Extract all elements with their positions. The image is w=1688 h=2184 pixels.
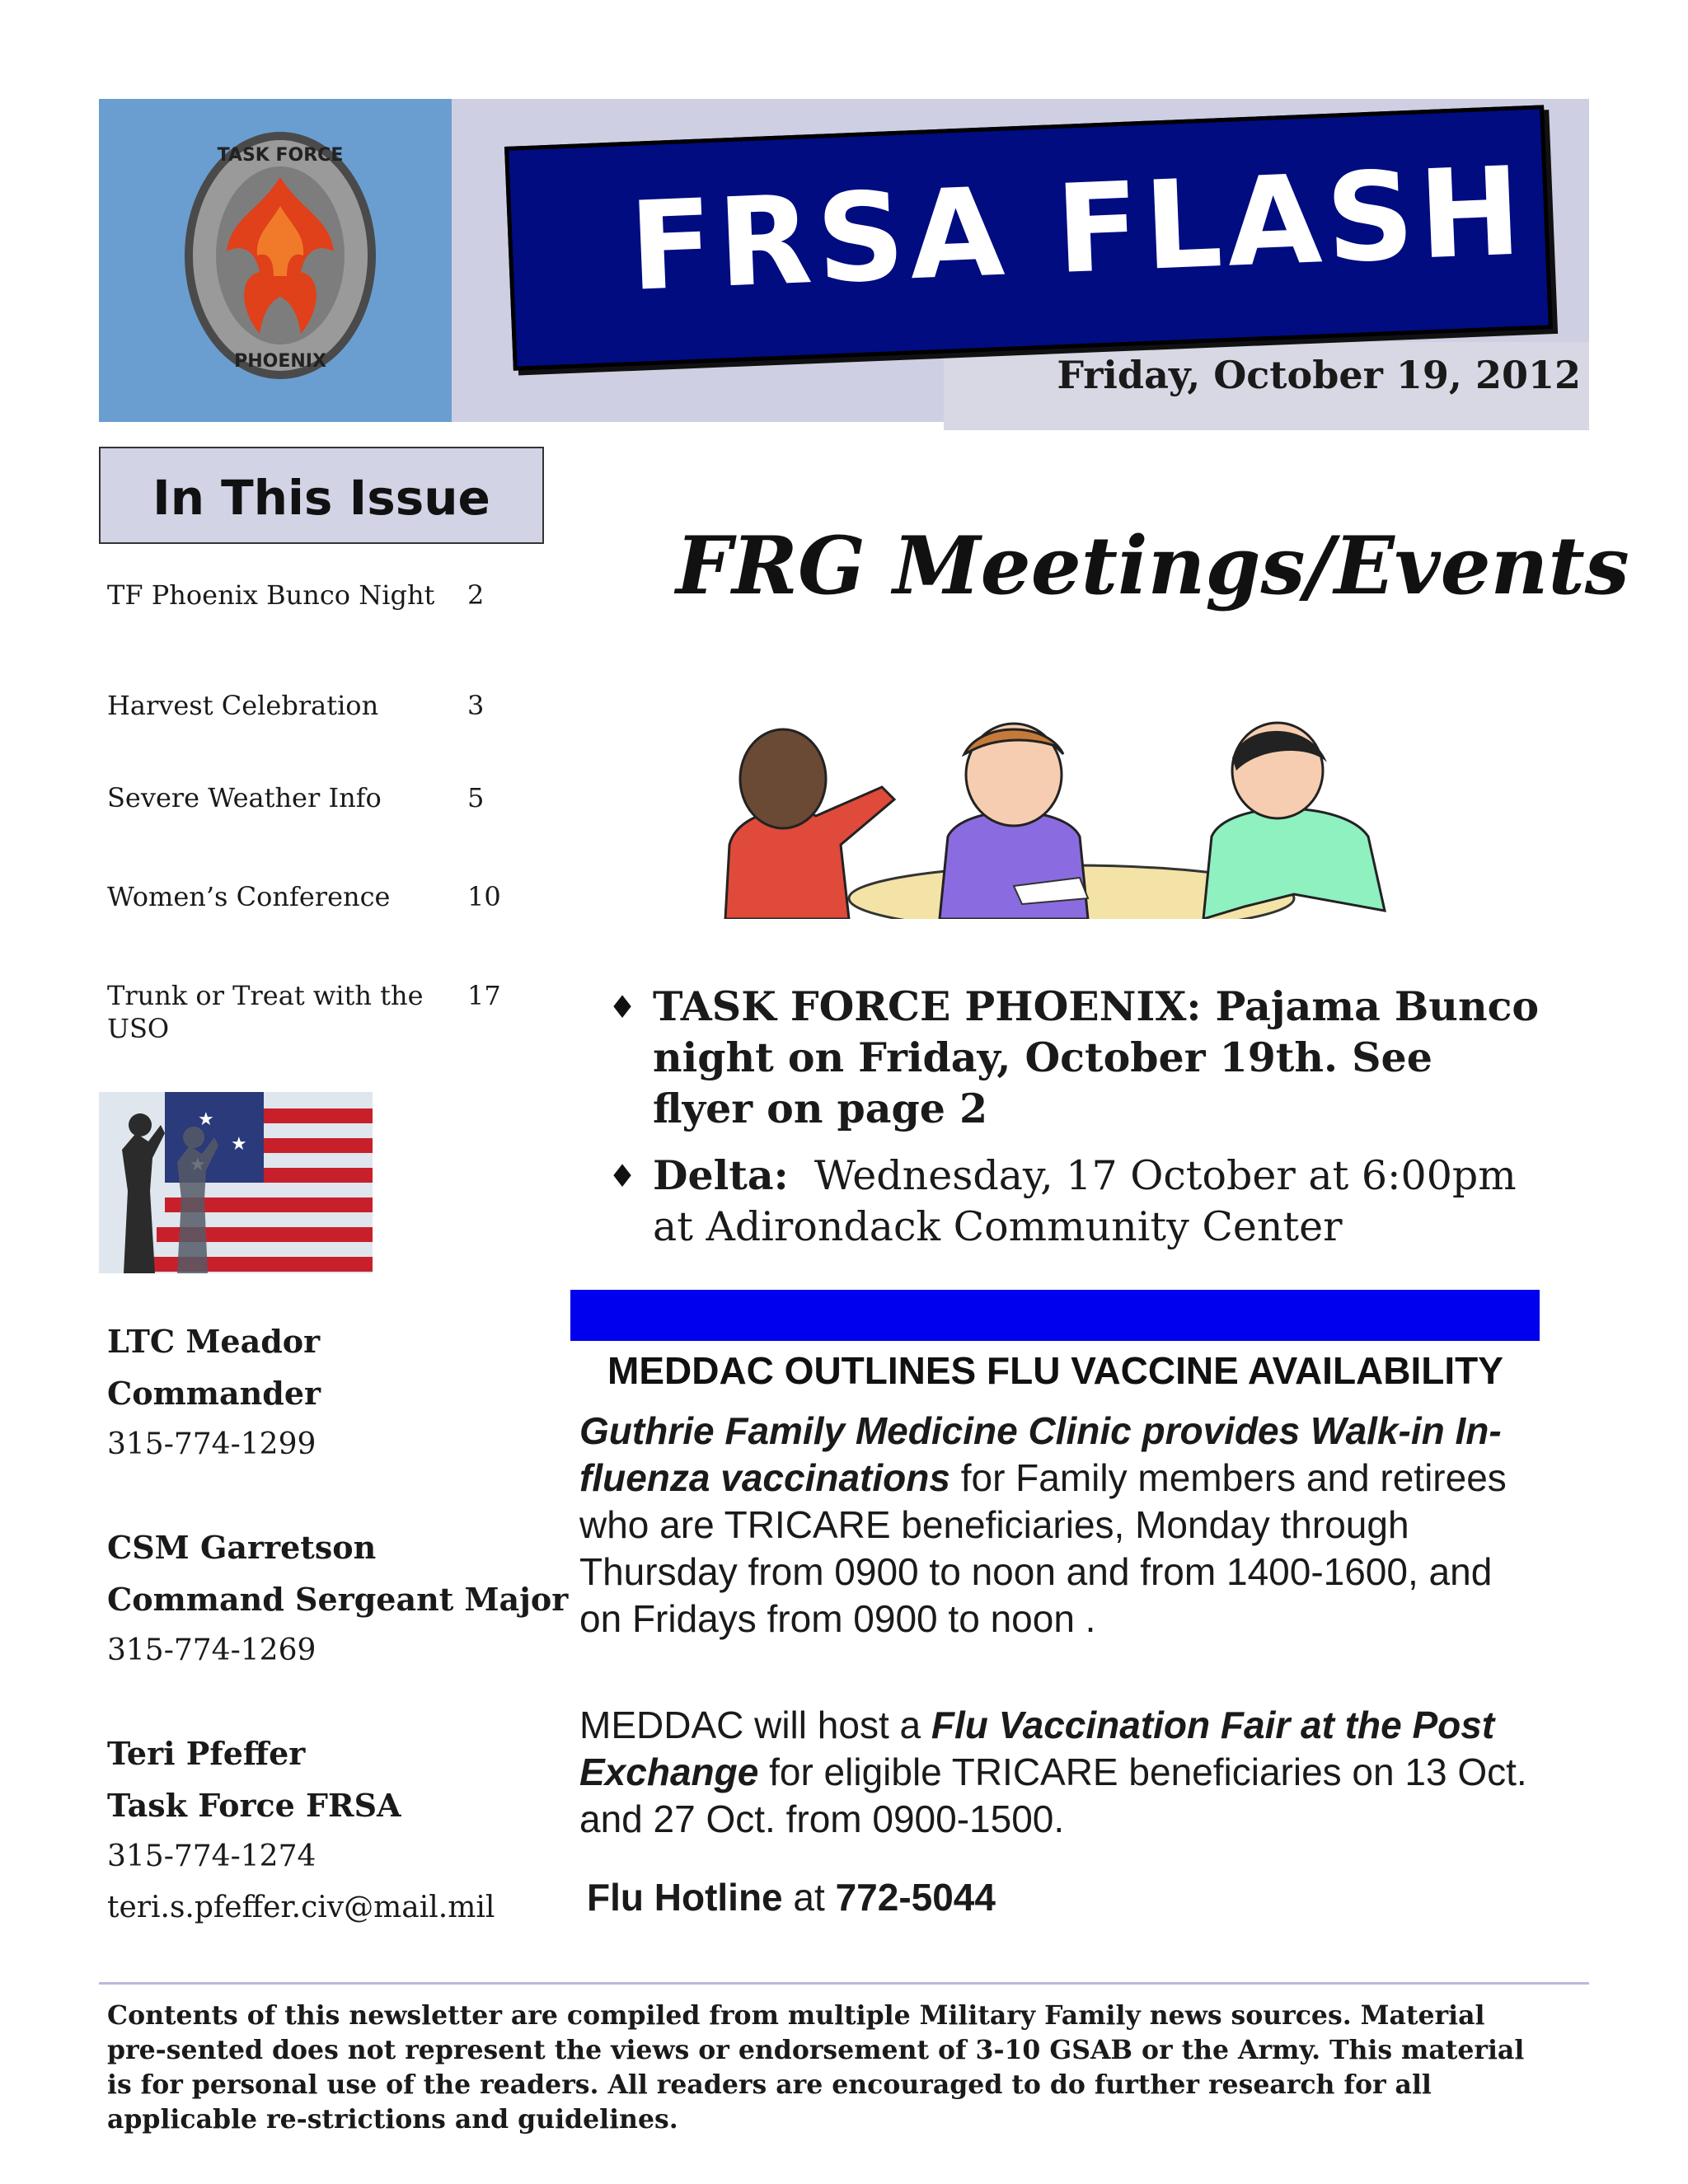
toc-item-title[interactable]: Harvest Celebration — [107, 690, 379, 721]
clinic-details: for Family members and retirees who are TRICARE beneficiaries, Monday through Thursday from 0900 to noon and from 1400-1600, and on Fridays from 0900 to noon . — [579, 1456, 1507, 1640]
toc-item-title[interactable]: Severe Weather Info — [107, 782, 382, 813]
section-divider-bar — [570, 1290, 1540, 1341]
newsletter-title: FRSA FLASH — [626, 140, 1529, 318]
toc-item-title[interactable]: TF Phoenix Bunco Night — [107, 579, 435, 611]
in-this-issue-heading: In This Issue — [152, 470, 490, 526]
toc-item-page: 2 — [467, 579, 485, 611]
toc-item-page: 5 — [467, 782, 485, 813]
contact-role: Task Force FRSA — [107, 1787, 401, 1824]
flu-headline: MEDDAC OUTLINES FLU VACCINE AVAILABILITY — [607, 1349, 1503, 1392]
contact-email-link[interactable]: teri.s.pfeffer.civ@mail.mil — [107, 1891, 495, 1924]
fair-emphasis: Flu Vaccination Fair at the Post Exchange — [579, 1704, 1495, 1793]
event-bullet-task-force: TASK FORCE PHOENIX: Pajama Bunco night on Friday, October 19th. See flyer on page 2 — [653, 982, 1540, 1132]
flu-paragraph-1 — [579, 1408, 1536, 1643]
toc-item-page: 3 — [467, 690, 485, 721]
contact-phone: 315-774-1274 — [107, 1840, 316, 1873]
contact-role: Command Sergeant Major — [107, 1581, 569, 1618]
fair-intro: MEDDAC will host a — [579, 1704, 931, 1746]
task-force-phoenix-emblem — [181, 128, 379, 383]
toc-item-title[interactable]: Women’s Conference — [107, 881, 391, 912]
meeting-clipart — [717, 721, 1426, 919]
toc-item-page: 17 — [467, 980, 501, 1011]
delta-label: Delta: — [653, 1151, 789, 1199]
contact-name: CSM Garretson — [107, 1529, 377, 1566]
svg-text:★: ★ — [231, 1134, 247, 1155]
in-this-issue-box — [99, 447, 544, 544]
contact-name: LTC Meador — [107, 1323, 321, 1360]
fair-details: for eligible TRICARE beneficiaries on 13 Oct. and 27 Oct. from 0900-1500. — [579, 1750, 1527, 1840]
hotline-number: 772-5044 — [835, 1876, 996, 1919]
diamond-bullet-icon: ♦ — [608, 989, 637, 1025]
flag-salute-image — [99, 1092, 373, 1273]
hotline-label: Flu Hotline — [587, 1876, 783, 1919]
issue-date: Friday, October 19, 2012 — [1057, 353, 1581, 397]
toc-item-title[interactable]: Trunk or Treat with the USO — [107, 980, 424, 1044]
diamond-bullet-icon: ♦ — [608, 1158, 637, 1194]
section-title: FRG Meetings/Events — [676, 519, 1629, 612]
flu-hotline — [587, 1875, 996, 1919]
event-bullet-delta — [653, 1150, 1543, 1253]
flu-paragraph-2 — [579, 1702, 1536, 1843]
svg-text:★: ★ — [198, 1109, 214, 1130]
emblem-text-top: TASK FORCE — [217, 145, 344, 166]
clinic-emphasis: Guthrie Family Medicine Clinic provides Walk-in In-fluenza vaccinations — [579, 1409, 1502, 1499]
toc-item-page: 10 — [467, 881, 501, 912]
contact-phone: 315-774-1269 — [107, 1633, 316, 1667]
contact-name: Teri Pfeffer — [107, 1735, 306, 1772]
contact-phone: 315-774-1299 — [107, 1427, 316, 1461]
footer-divider — [99, 1982, 1589, 1985]
contact-role: Commander — [107, 1375, 321, 1412]
delta-text: Wednesday, 17 October at 6:00pm at Adirondack Community Center — [653, 1152, 1517, 1250]
hotline-at: at — [782, 1876, 836, 1919]
emblem-text-bottom: PHOENIX — [234, 351, 326, 372]
footer-disclaimer: Contents of this newsletter are compiled from multiple Military Family news sources. Material pre-sented does not represent the views or endorsement of 3-10 GSAB or the Army. This material is for personal use of the readers. All readers are encouraged to do further research for all applicable re-strictions and guidelines. — [107, 2000, 1525, 2135]
